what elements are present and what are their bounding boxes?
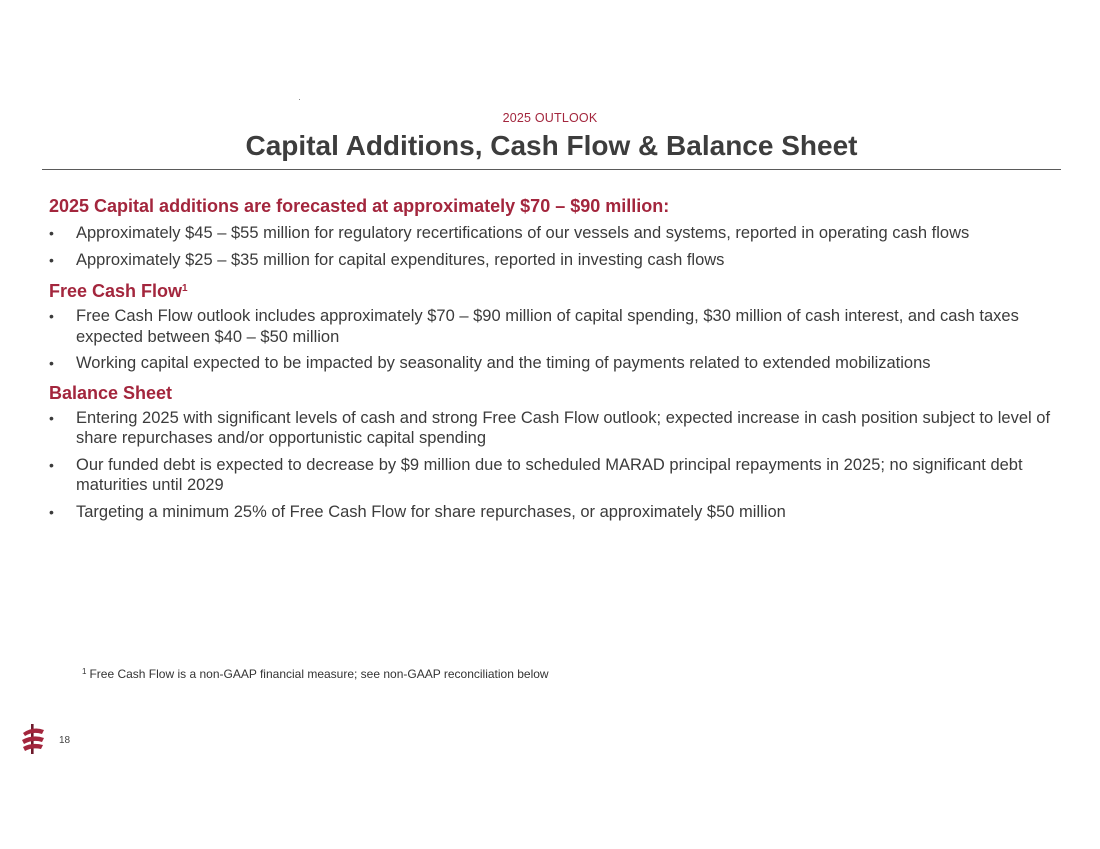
list-item-text: Targeting a minimum 25% of Free Cash Flow for share repurchases, or approximately $50 million bbox=[76, 502, 786, 521]
bullet-icon: • bbox=[49, 251, 54, 268]
footnote-marker: 1 bbox=[182, 283, 188, 294]
section-capital-additions bbox=[49, 195, 1059, 270]
section-heading bbox=[49, 278, 1059, 302]
bullet-icon: • bbox=[49, 355, 54, 371]
bullet-list bbox=[49, 306, 1059, 374]
list-item bbox=[49, 250, 1059, 271]
stray-dot bbox=[299, 99, 300, 100]
footnote bbox=[82, 667, 549, 681]
footnote-text: Free Cash Flow is a non-GAAP financial measure; see non-GAAP reconciliation below bbox=[89, 667, 549, 681]
section-balance-sheet bbox=[49, 382, 1059, 523]
content-body bbox=[49, 195, 1059, 530]
section-heading: Balance Sheet bbox=[49, 382, 173, 403]
section-free-cash-flow bbox=[49, 278, 1059, 374]
list-item-text: Free Cash Flow outlook includes approximately $70 – $90 million of capital spending, $30 million of cash interest, and cash taxes expected between $40 – $50 million bbox=[76, 307, 1019, 346]
list-item bbox=[49, 353, 1059, 374]
page-number: 18 bbox=[59, 735, 71, 746]
list-item-text: Approximately $45 – $55 million for regulatory recertifications of our vessels and systems, reported in operating cash flows bbox=[76, 224, 970, 242]
bullet-icon: • bbox=[49, 409, 54, 426]
footnote-marker: 1 bbox=[82, 667, 87, 676]
bullet-icon: • bbox=[49, 503, 54, 520]
section-heading-text: Free Cash Flow bbox=[49, 281, 183, 301]
list-item-text: Working capital expected to be impacted by seasonality and the timing of payments related to extended mobilizations bbox=[76, 354, 931, 372]
list-item bbox=[49, 408, 1059, 449]
list-item-text: Entering 2025 with significant levels of cash and strong Free Cash Flow outlook; expected increase in cash position subject to level of share repurchases and/or opportunistic capital spending bbox=[76, 408, 1051, 447]
list-item bbox=[49, 502, 1059, 523]
list-item-text: Our funded debt is expected to decrease by $9 million due to scheduled MARAD principal repayments in 2025; no significant debt maturities until 2029 bbox=[76, 455, 1023, 494]
bullet-list bbox=[49, 408, 1059, 523]
list-item bbox=[49, 223, 1059, 244]
bullet-icon: • bbox=[49, 456, 54, 473]
section-heading: 2025 Capital additions are forecasted at approximately $70 – $90 million: bbox=[49, 196, 670, 216]
list-item-text: Approximately $25 – $35 million for capital expenditures, reported in investing cash flows bbox=[76, 250, 725, 269]
bullet-icon: • bbox=[49, 225, 54, 241]
company-logo-icon bbox=[20, 724, 46, 754]
bullet-icon: • bbox=[49, 308, 54, 324]
title-divider bbox=[42, 169, 1061, 170]
page-title: Capital Additions, Cash Flow & Balance Sheet bbox=[245, 130, 858, 161]
bullet-list bbox=[49, 223, 1059, 270]
list-item bbox=[49, 455, 1059, 496]
list-item bbox=[49, 306, 1059, 347]
section-eyebrow: 2025 OUTLOOK bbox=[502, 111, 598, 125]
